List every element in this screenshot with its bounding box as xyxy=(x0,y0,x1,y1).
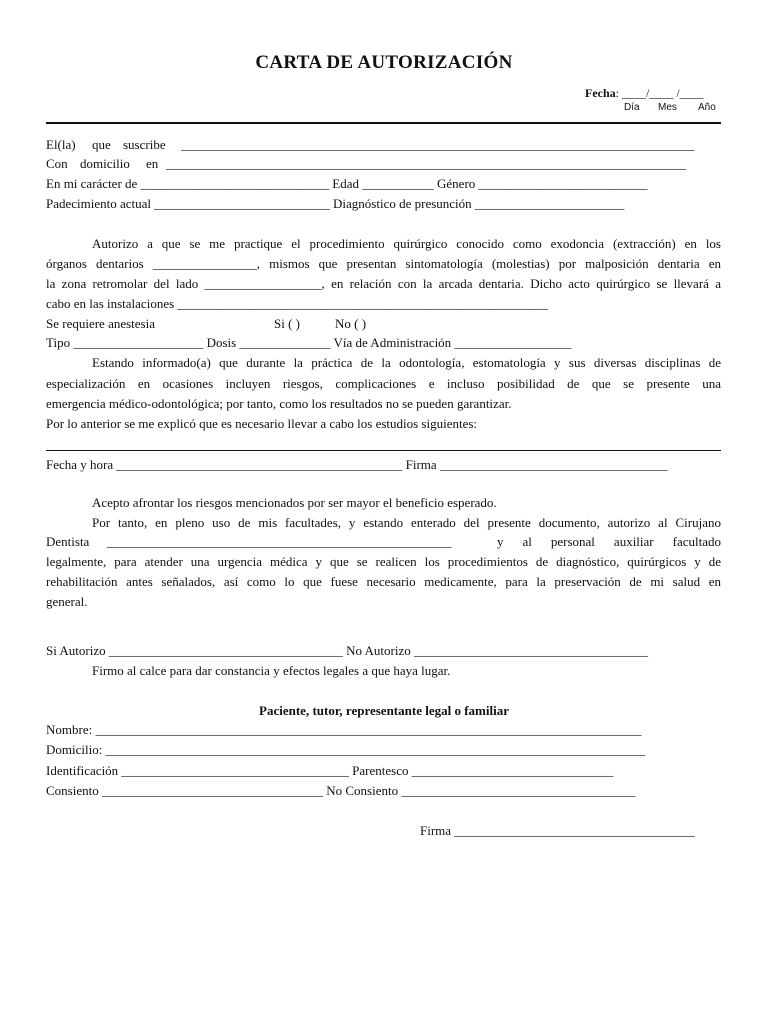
paragraph2-line4: Por lo anterior se me explicó que es necesario llevar a cabo los estudios siguientes: xyxy=(46,416,478,431)
date-year-label: Año xyxy=(698,102,716,113)
address-label-b: domicilio xyxy=(80,156,130,171)
anesthesia-label: Se requiere anestesia xyxy=(46,316,156,331)
patient-address-field[interactable]: Domicilio: ___________________________________________________________________________________ xyxy=(46,742,646,757)
date-label: Fecha xyxy=(585,86,616,100)
paragraph1-line2: órganos dentarios ________________, mismos que presentan sintomatología (molestias) por malposición dentaria en xyxy=(46,256,721,271)
studies-field-line[interactable] xyxy=(46,450,721,451)
type-dose-route-line[interactable]: Tipo ____________________ Dosis ______________ Vía de Administración __________________ xyxy=(46,335,572,350)
paragraph3-dentist-label: Dentista xyxy=(46,534,90,549)
date-field[interactable] xyxy=(585,85,704,101)
paragraph1-line4[interactable]: cabo en las instalaciones _________________________________________________________ xyxy=(46,296,548,311)
condition-diagnosis-line[interactable]: Padecimiento actual ___________________________ Diagnóstico de presunción _______________________ xyxy=(46,196,625,211)
date-day-label: Día xyxy=(624,102,640,113)
paragraph3-line5: rehabilitación antes señalados, así como lo que fuese necesario medicamente, para la preservación de mi salud en xyxy=(46,574,721,589)
signature-statement: Firmo al calce para dar constancia y efectos legales a que haya lugar. xyxy=(92,663,451,678)
anesthesia-no-checkbox[interactable]: No ( ) xyxy=(335,316,367,331)
paragraph2-line1: Estando informado(a) que durante la práctica de la odontología, estomatología y sus diversas disciplinas de xyxy=(92,355,721,370)
anesthesia-yes-checkbox[interactable]: Si ( ) xyxy=(274,316,300,331)
paragraph3-line1: Acepto afrontar los riesgos mencionados por ser mayor el beneficio esperado. xyxy=(92,495,497,510)
dentist-name-field[interactable]: _____________________________________________________ xyxy=(107,534,452,549)
header-divider xyxy=(46,122,721,124)
address-label-c: en xyxy=(146,156,159,171)
document-title: CARTA DE AUTORIZACIÓN xyxy=(255,52,513,73)
consent-line[interactable]: Consiento __________________________________ No Consiento ____________________________________ xyxy=(46,783,636,798)
paragraph3-line6: general. xyxy=(46,594,88,609)
identification-relationship-line[interactable]: Identificación ___________________________________ Parentesco _______________________________ xyxy=(46,763,614,778)
date-blanks: : ____/____ /____ xyxy=(615,86,704,100)
paragraph2-line3: emergencia médico-odontológica; por tanto, como los resultados no se pueden garantizar. xyxy=(46,396,512,411)
address-field[interactable]: ________________________________________________________________________________ xyxy=(166,156,686,171)
subscriber-label-b: que xyxy=(92,137,111,152)
character-age-gender-line[interactable]: En mi carácter de _____________________________ Edad ___________ Género __________________________ xyxy=(46,176,648,191)
patient-section-heading: Paciente, tutor, representante legal o familiar xyxy=(259,703,509,718)
address-label-a: Con xyxy=(46,156,68,171)
patient-signature-field[interactable]: Firma _____________________________________ xyxy=(420,823,695,838)
paragraph3-line2: Por tanto, en pleno uso de mis facultades, y estando enterado del presente documento, autorizo al Cirujano xyxy=(92,515,721,530)
subscriber-label-a: El(la) xyxy=(46,137,76,152)
date-month-label: Mes xyxy=(658,102,677,113)
paragraph1-line3: la zona retromolar del lado __________________, en relación con la arcada dentaria. Dicho acto quirúrgico se llevará a xyxy=(46,276,721,291)
date-time-signature-line[interactable]: Fecha y hora ____________________________________________ Firma ___________________________________ xyxy=(46,457,668,472)
paragraph2-line2: especialización en ocasiones incluyen riesgos, complicaciones e incluso posibilidad de que se presente una xyxy=(46,376,721,391)
subscriber-name-field[interactable]: _______________________________________________________________________________ xyxy=(181,137,695,152)
authorize-line[interactable]: Si Autorizo ____________________________________ No Autorizo ____________________________________ xyxy=(46,643,648,658)
paragraph1-line1: Autorizo a que se me practique el procedimiento quirúrgico conocido como exodoncia (extracción) en los xyxy=(92,236,721,251)
paragraph3-line3-end: y al personal auxiliar facultado xyxy=(497,534,721,549)
paragraph3-line4: legalmente, para atender una urgencia médica y que se realicen los procedimientos de diagnóstico, quirúrgicos y de xyxy=(46,554,721,569)
subscriber-label-c: suscribe xyxy=(123,137,166,152)
patient-name-field[interactable]: Nombre: ____________________________________________________________________________________ xyxy=(46,722,642,737)
